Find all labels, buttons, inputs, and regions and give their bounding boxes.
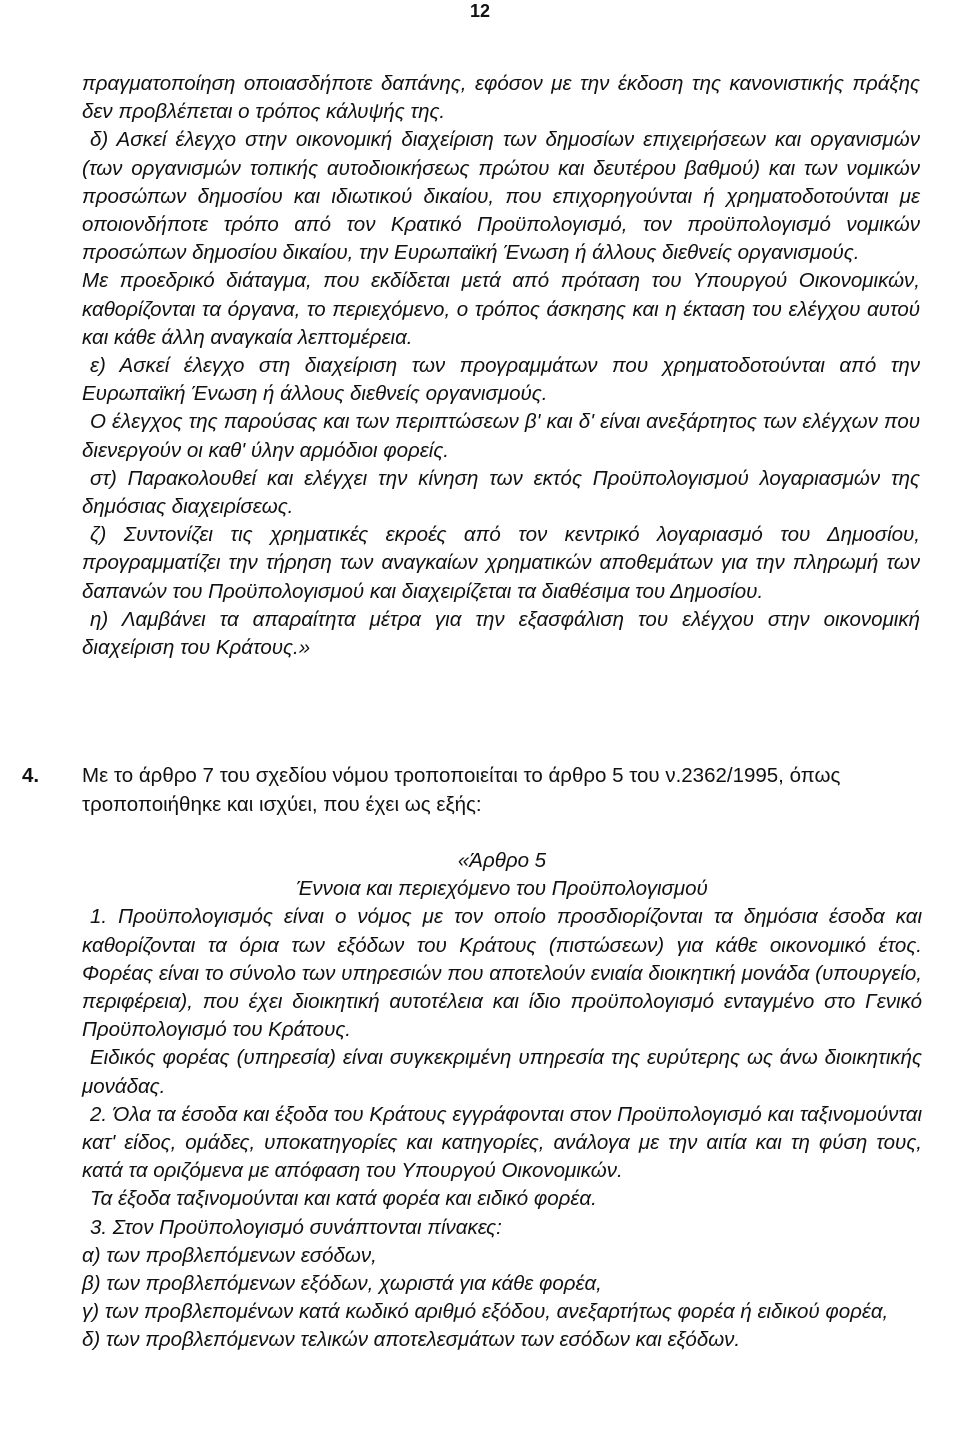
- paragraph: Ο έλεγχος της παρούσας και των περιπτώσεων β' και δ' είναι ανεξάρτητος των ελέγχων που διενεργούν οι καθ' ύλην αρμόδιοι φορείς.: [82, 410, 920, 462]
- item-number: 4.: [22, 764, 40, 787]
- article-heading: «Άρθρο 5: [457, 849, 547, 872]
- paragraph: Με προεδρικό διάταγμα, που εκδίδεται μετά από πρόταση του Υπουργού Οικονομικών, καθορίζονται τα όργανα, το περιεχόμενο, ο τρόπος άσκησης και η έκταση του ελέγχου αυτού και κάθε άλλη αναγκαία λεπτομέρεια.: [82, 269, 920, 349]
- paragraph: Τα έξοδα ταξινομούνται και κατά φορέα και ειδικό φορέα.: [90, 1187, 597, 1211]
- paragraph: ζ) Συντονίζει τις χρηματικές εκροές από τον κεντρικό λογαριασμό του Δημοσίου, προγραμματίζει την τήρηση των αναγκαίων χρηματικών αποθεμάτων για την πληρωμή των δαπανών του Προϋπολογισμού και διαχειρίζεται τα διαθέσιμα του Δημοσίου.: [82, 523, 920, 603]
- paragraph: Ειδικός φορέας (υπηρεσία) είναι συγκεκριμένη υπηρεσία της ευρύτερης ως άνω διοικητικής μονάδας.: [82, 1046, 922, 1098]
- list-item: γ) των προβλεπομένων κατά κωδικό αριθμό εξόδου, ανεξαρτήτως φορέα ή ειδικού φορέα,: [82, 1300, 889, 1324]
- paragraph: ε) Ασκεί έλεγχο στη διαχείριση των προγραμμάτων που χρηματοδοτούνται από την Ευρωπαϊκή Ένωση ή άλλους διεθνείς οργανισμούς.: [82, 354, 920, 406]
- list-item: α) των προβλεπόμενων εσόδων,: [82, 1243, 377, 1267]
- item-text: Με το άρθρο 7 του σχεδίου νόμου τροποποιείται το άρθρο 5 του ν.2362/1995, όπως τροποποιήθηκε και ισχύει, που έχει ως εξής:: [82, 764, 841, 816]
- budget-control-text: [82, 70, 920, 662]
- paragraph: 3. Στον Προϋπολογισμό συνάπτονται πίνακες:: [90, 1215, 502, 1239]
- article-subheading: Έννοια και περιεχόμενο του Προϋπολογισμού: [296, 877, 708, 901]
- list-item: β) των προβλεπόμενων εξόδων, χωριστά για κάθε φορέα,: [82, 1272, 602, 1296]
- list-item: δ) των προβλεπόμενων τελικών αποτελεσμάτων των εσόδων και εξόδων.: [82, 1328, 741, 1352]
- page-number: 12: [469, 1, 491, 21]
- paragraph: πραγματοποίηση οποιασδήποτε δαπάνης, εφόσον με την έκδοση της κανονιστικής πράξης δεν προβλέπεται ο τρόπος κάλυψής της.: [82, 72, 920, 124]
- paragraph: 2. Όλα τα έσοδα και έξοδα του Κράτους εγγράφονται στον Προϋπολογισμό και ταξινομούνται κατ' είδος, ομάδες, υποκατηγορίες και κατηγορίες, ανάλογα με την αιτία και τη φύση τους, κατά τα οριζόμενα με απόφαση του Υπουργού Οικονομικών.: [82, 1102, 922, 1183]
- paragraph: στ) Παρακολουθεί και ελέγχει την κίνηση των εκτός Προϋπολογισμού λογαριασμών της δημόσιας διαχειρίσεως.: [82, 466, 920, 519]
- article-5-text: [82, 847, 922, 1355]
- paragraph: η) Λαμβάνει τα απαραίτητα μέτρα για την εξασφάλιση του ελέγχου στην οικονομική διαχείριση του Κράτους.»: [82, 607, 920, 660]
- paragraph: δ) Ασκεί έλεγχο στην οικονομική διαχείριση των δημοσίων επιχειρήσεων και οργανισμών (των οργανισμών τοπικής αυτοδιοικήσεως πρώτου και δευτέρου βαθμού) και των νομικών προσώπων δημοσίου και ιδιωτικού δικαίου, που επιχορηγούνται ή χρηματοδοτούνται με οποιονδήποτε τρόπο από τον Κρατικό Προϋπολογισμό, τον προϋπολογισμό νομικών προσώπων δημοσίου δικαίου, την Ευρωπαϊκή Ένωση ή άλλους διεθνείς οργανισμούς.: [82, 128, 920, 265]
- paragraph: 1. Προϋπολογισμός είναι ο νόμος με τον οποίο προσδιορίζονται τα δημόσια έσοδα και καθορίζονται τα όρια των εξόδων του Κράτους (πιστώσεων) για κάθε οικονομικό έτος. Φορέας είναι το σύνολο των υπηρεσιών που αποτελούν ενιαία διοικητική μονάδα (υπουργείο, περιφέρεια), που έχει διοικητική αυτοτέλεια και ίδιο προϋπολογισμό ενταγμένο στο Γενικό Προϋπολογισμό του Κράτους.: [82, 905, 922, 1042]
